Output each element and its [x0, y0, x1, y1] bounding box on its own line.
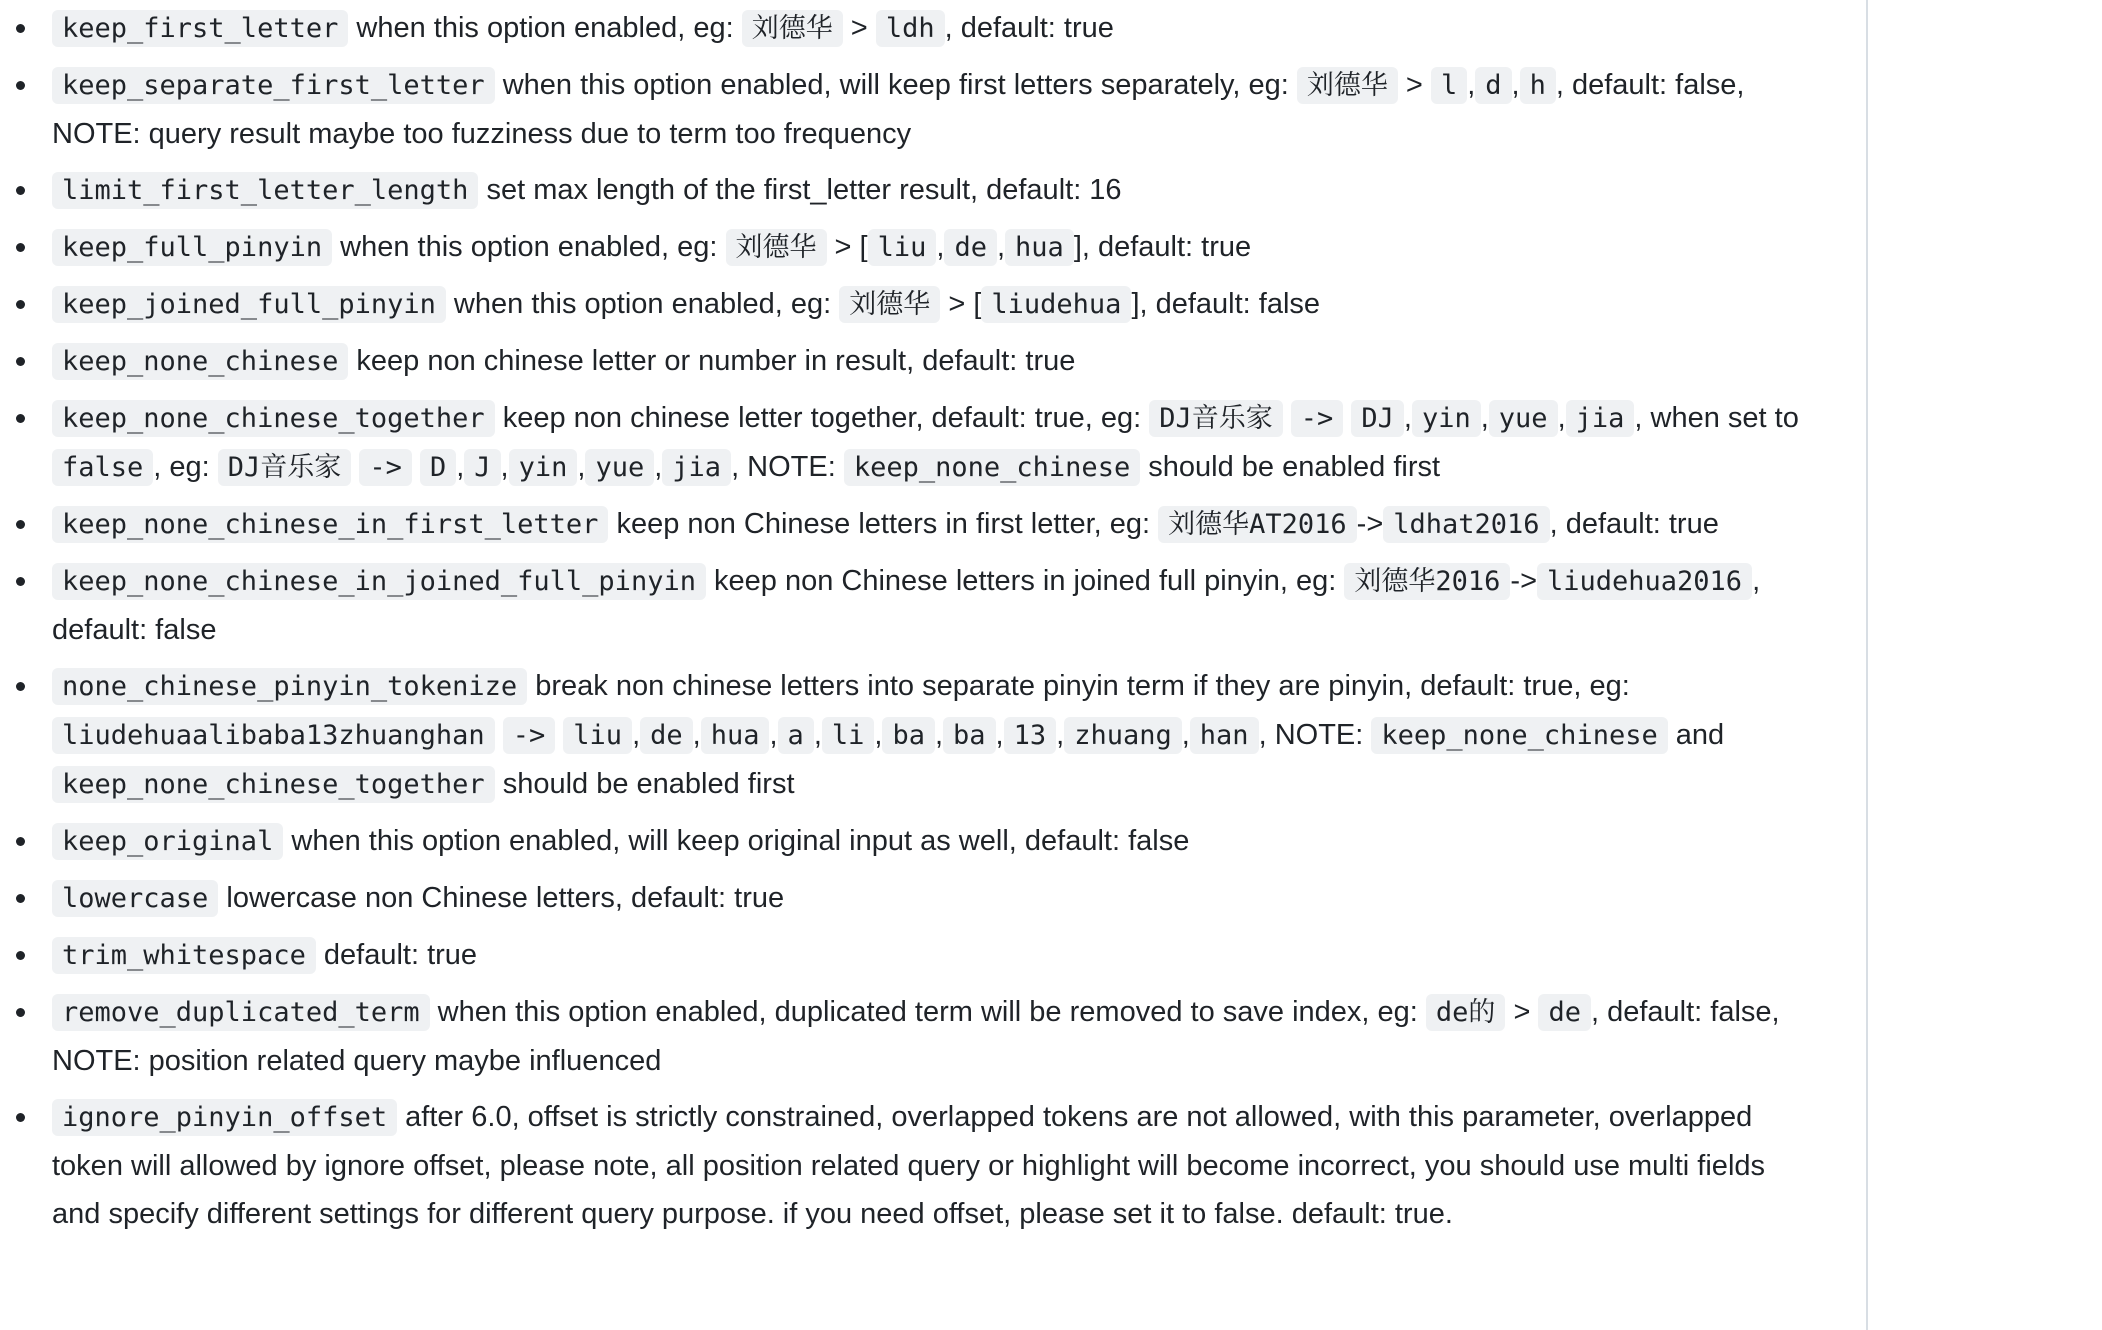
option-name-code: ignore_pinyin_offset [52, 1099, 397, 1136]
option-name-code: none_chinese_pinyin_tokenize [52, 668, 527, 705]
option-description-text: should be enabled first [1140, 451, 1441, 483]
bullet-icon [16, 577, 25, 586]
inline-code: liu [868, 229, 937, 266]
inline-code: keep_none_chinese_together [52, 766, 495, 803]
option-description-text: , [769, 719, 778, 751]
bullet-icon [16, 357, 25, 366]
option-description-text: , [456, 451, 465, 483]
inline-code: ba [882, 717, 935, 754]
inline-code: de的 [1426, 994, 1506, 1031]
option-description-text: , [934, 719, 944, 751]
option-description-text: , [692, 719, 701, 751]
option-description-text: , when set to [1634, 402, 1799, 434]
inline-code: 刘德华 [726, 229, 827, 266]
inline-code: 刘德华AT2016 [1158, 506, 1357, 543]
option-item [0, 223, 1800, 272]
option-description-text: default: true [315, 939, 478, 971]
option-description-text: , default: false, NOTE: query result maybe too fuzziness due to term too frequency [52, 69, 1745, 150]
option-description-text: and [1667, 719, 1725, 751]
option-description-text: -> [1356, 508, 1384, 540]
inline-code: zhuang [1064, 717, 1182, 754]
option-description-text: , [995, 719, 1004, 751]
option-name-code: keep_none_chinese_together [52, 400, 495, 437]
option-description-text: after 6.0, offset is strictly constrained, overlapped tokens are not allowed, with this parameter, overlapped token will allowed by ignore offset, please note, all position related query or highlight will become incorrect, you should use multi fields and specify different settings for different query purpose. if you need offset, please set it to false. default: true. [52, 1101, 1766, 1230]
option-description-text: keep non chinese letter together, default: true, eg: [494, 402, 1150, 434]
inline-code: DJ音乐家 [218, 449, 352, 486]
option-description-text: lowercase non Chinese letters, default: true [218, 882, 785, 914]
bullet-icon [16, 1113, 25, 1122]
inline-code: 刘德华2016 [1344, 563, 1510, 600]
bullet-icon [16, 894, 25, 903]
inline-code: 刘德华 [839, 286, 940, 323]
option-description-text: , [577, 451, 586, 483]
inline-code: li [822, 717, 875, 754]
bullet-icon [16, 837, 25, 846]
inline-code: yin [509, 449, 578, 486]
option-name-code: keep_first_letter [52, 10, 348, 47]
option-item [0, 166, 1800, 215]
inline-code: liudehuaalibaba13zhuanghan [52, 717, 495, 754]
bullet-icon [16, 682, 25, 691]
inline-code: a [778, 717, 814, 754]
inline-code: D [420, 449, 456, 486]
inline-code: J [464, 449, 500, 486]
option-description-text: when this option enabled, eg: [445, 288, 840, 320]
option-description-text: , [1056, 719, 1065, 751]
inline-code: liu [563, 717, 632, 754]
option-description-text: -> [1510, 565, 1537, 597]
option-name-code: keep_separate_first_letter [52, 67, 495, 104]
option-description-text: , [1511, 69, 1520, 101]
option-item [0, 4, 1800, 53]
inline-code: -> [503, 717, 556, 754]
inline-code: han [1190, 717, 1259, 754]
inline-code: false [52, 449, 153, 486]
bullet-icon [16, 300, 25, 309]
inline-code: yin [1412, 400, 1481, 437]
option-description-text: , [874, 719, 883, 751]
inline-code: hua [701, 717, 770, 754]
inline-code: 刘德华 [1297, 67, 1398, 104]
content-divider [1866, 0, 1868, 1330]
inline-code: 13 [1004, 717, 1057, 754]
option-item [0, 874, 1800, 923]
option-description-text: , [1557, 402, 1566, 434]
inline-code: yue [585, 449, 654, 486]
option-name-code: trim_whitespace [52, 937, 316, 974]
bullet-icon [16, 81, 25, 90]
inline-code: hua [1005, 229, 1074, 266]
option-description-text: break non chinese letters into separate pinyin term if they are pinyin, default: true, eg: [527, 670, 1630, 702]
option-description-text: , default: false, NOTE: position related query maybe influenced [52, 996, 1780, 1077]
option-description-text [1283, 402, 1291, 434]
option-description-text: , default: true [1549, 508, 1719, 540]
option-name-code: keep_joined_full_pinyin [52, 286, 446, 323]
option-item [0, 817, 1800, 866]
option-description-text: > [ [940, 288, 982, 320]
inline-code: yue [1489, 400, 1558, 437]
pinyin-options-list [0, 4, 1800, 1246]
option-description-text: when this option enabled, duplicated term will be removed to save index, eg: [429, 996, 1426, 1028]
option-description-text: , [813, 719, 822, 751]
option-description-text: when this option enabled, will keep original input as well, default: false [283, 825, 1190, 857]
bullet-icon [16, 1008, 25, 1017]
option-description-text: , [1467, 69, 1476, 101]
option-description-text: , default: true [944, 12, 1114, 44]
option-item [0, 1093, 1800, 1238]
option-description-text: , NOTE: [1258, 719, 1372, 751]
option-description-text: when this option enabled, will keep first letters separately, eg: [494, 69, 1297, 101]
option-description-text: , [996, 231, 1006, 263]
option-description-text: when this option enabled, eg: [332, 231, 726, 263]
bullet-icon [16, 951, 25, 960]
inline-code: de [944, 229, 997, 266]
inline-code: h [1520, 67, 1556, 104]
inline-code: liudehua2016 [1537, 563, 1752, 600]
option-item [0, 61, 1800, 158]
option-description-text: , default: false [52, 565, 1761, 646]
inline-code: liudehua [981, 286, 1131, 323]
inline-code: ba [943, 717, 996, 754]
option-description-text: set max length of the first_letter result, default: 16 [478, 174, 1122, 206]
option-item [0, 988, 1800, 1085]
inline-code: jia [662, 449, 731, 486]
option-item [0, 394, 1800, 492]
option-description-text: when this option enabled, eg: [348, 12, 742, 44]
option-description-text: keep non Chinese letters in first letter, eg: [608, 508, 1159, 540]
inline-code: DJ [1351, 400, 1404, 437]
option-description-text: , [1181, 719, 1190, 751]
option-description-text: > [1397, 69, 1431, 101]
inline-code: keep_none_chinese [844, 449, 1140, 486]
option-name-code: limit_first_letter_length [52, 172, 478, 209]
option-description-text: ], default: false [1131, 288, 1321, 320]
option-item [0, 557, 1800, 654]
option-item [0, 662, 1800, 809]
bullet-icon [16, 243, 25, 252]
option-description-text: > [1505, 996, 1539, 1028]
option-description-text: keep non Chinese letters in joined full pinyin, eg: [705, 565, 1345, 597]
option-name-code: remove_duplicated_term [52, 994, 430, 1031]
inline-code: -> [1291, 400, 1344, 437]
option-description-text: , [632, 719, 641, 751]
bullet-icon [16, 520, 25, 529]
inline-code: 刘德华 [742, 10, 843, 47]
option-description-text [412, 451, 420, 483]
option-item [0, 280, 1800, 329]
option-description-text: , [500, 451, 509, 483]
bullet-icon [16, 414, 25, 423]
inline-code: ldhat2016 [1383, 506, 1549, 543]
inline-code: de [640, 717, 693, 754]
inline-code: l [1431, 67, 1467, 104]
option-description-text: , [1403, 402, 1412, 434]
option-description-text: > [842, 12, 876, 44]
inline-code: DJ音乐家 [1149, 400, 1283, 437]
bullet-icon [16, 186, 25, 195]
option-description-text: > [ [826, 231, 868, 263]
option-name-code: keep_full_pinyin [52, 229, 332, 266]
option-name-code: keep_none_chinese [52, 343, 348, 380]
option-description-text: keep non chinese letter or number in result, default: true [348, 345, 1076, 377]
option-name-code: keep_none_chinese_in_first_letter [52, 506, 608, 543]
bullet-icon [16, 24, 25, 33]
inline-code: -> [359, 449, 412, 486]
inline-code: keep_none_chinese [1371, 717, 1667, 754]
inline-code: de [1538, 994, 1591, 1031]
option-description-text: , NOTE: [731, 451, 844, 483]
option-description-text: should be enabled first [494, 768, 795, 800]
option-name-code: keep_original [52, 823, 283, 860]
option-item [0, 931, 1800, 980]
option-name-code: keep_none_chinese_in_joined_full_pinyin [52, 563, 706, 600]
option-description-text: ], default: true [1073, 231, 1252, 263]
inline-code: d [1475, 67, 1511, 104]
option-description-text: , [1480, 402, 1489, 434]
option-item [0, 337, 1800, 386]
inline-code: ldh [876, 10, 945, 47]
option-description-text: , eg: [153, 451, 218, 483]
option-item [0, 500, 1800, 549]
option-description-text [495, 719, 503, 751]
inline-code: jia [1566, 400, 1635, 437]
option-description-text: , [654, 451, 663, 483]
option-description-text: , [936, 231, 945, 263]
option-name-code: lowercase [52, 880, 218, 917]
